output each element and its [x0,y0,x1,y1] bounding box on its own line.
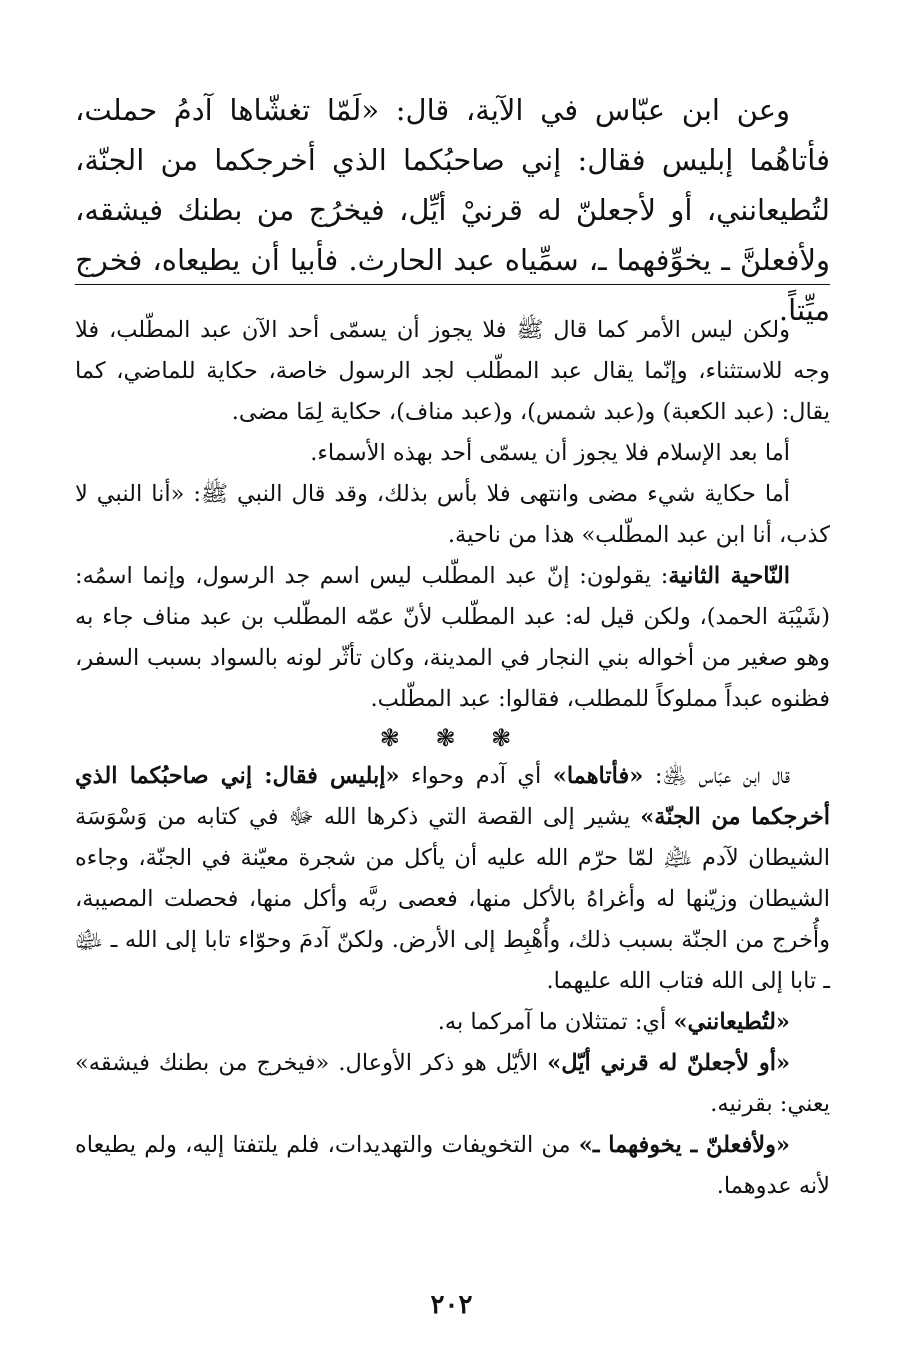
paragraph-8-text: من التخويفات والتهديدات، فلم يلتفتا إليه، ولم يطيعاه لأنه عدوهما. [75,1132,830,1199]
hadith-quote-text: وعن ابن عبّاس في الآية، قال: «لَمّا تغشّاها آدمُ حملت، فأتاهُما إبليس فقال: إني صاحبُكما الذي أخرجكما من الجنّة، لتُطيعانني، أو لأجعلنّ له قرنيْ أيِّل، فيخرُج من بطنك فيشقه، ولأفعلنَّ ـ يخوِّفهما ـ، سمِّياه عبد الحارث. فأبيا أن يطيعاه، فخرج ميِّتاً. [75,93,830,327]
paragraph-4-heading: النّاحية الثانية [668,563,790,589]
paragraph-6 [75,1002,830,1043]
paragraph-4-text: : يقولون: إنّ عبد المطّلب ليس اسم جد الرسول، وإنما اسمُه: (شَيْبَة الحمد)، ولكن قيل له: عبد المطّلب لأنّ عمّه المطّلب بن عبد مناف جاء به وهو صغير من أخواله بني النجار في المدينة، وكان تأثّر لونه بالسواد بسبب السفر، فظنوه عبداً مملوكاً للمطلب، فقالوا: عبد المطّلب. [75,563,830,712]
paragraph-5-intro: قال ابن عبّاس ﵁: [643,763,790,789]
paragraph-4 [75,556,830,720]
paragraph-8-quote: «ولأفعلنّ ـ يخوفهما ـ» [578,1132,790,1158]
paragraph-5-quote-1: «فأتاهما» [552,763,644,789]
paragraph-1: ولكن ليس الأمر كما قال ﷺ فلا يجوز أن يسمّى أحد الآن عبد المطّلب، فلا وجه للاستثناء، وإنّما يقال عبد المطّلب لجد الرسول خاصة، حكاية للماضي، كما يقال: (عبد الكعبة) و(عبد شمس)، و(عبد مناف)، حكاية لِمَا مضى. [75,317,830,425]
commentary-body [75,310,830,1207]
paragraph-5-gloss: أي آدم وحواء [399,763,553,789]
ornament-separator: ❃ ❃ ❃ [379,724,526,752]
paragraph-8 [75,1125,830,1207]
paragraph-7-text: الأيّل هو ذكر الأوعال. «فيخرج من بطنك فيشقه» يعني: بقرنيه. [75,1050,830,1117]
paragraph-5 [75,756,830,1002]
paragraph-2: أما بعد الإسلام فلا يجوز أن يسمّى أحد بهذه الأسماء. [310,440,790,466]
section-divider-line [75,284,830,285]
paragraph-7 [75,1043,830,1125]
paragraph-5-quote-2: «إبليس فقال: إني صاحبُكما الذي أخرجكما من الجنّة» [75,763,830,830]
page-number: ٢٠٢ [430,1290,473,1320]
paragraph-7-quote: «أو لأجعلنّ له قرني أيّل» [547,1050,791,1076]
paragraph-3: أما حكاية شيء مضى وانتهى فلا بأس بذلك، وقد قال النبي ﷺ: «أنا النبي لا كذب، أنا ابن عبد المطّلب» هذا من ناحية. [75,481,830,548]
hadith-quote-block [75,85,830,335]
paragraph-6-text: أي: تمتثلان ما آمركما به. [437,1009,674,1035]
paragraph-6-quote: «لتُطيعانني» [673,1009,790,1035]
paragraph-5-text: يشير إلى القصة التي ذكرها الله ﷻ في كتابه من وَسْوَسَة الشيطان لآدم ﵇ لمّا حرّم الله عليه أن يأكل من شجرة معيّنة في الجنّة، وجاءه الشيطان وزيّنها له وأغراهُ بالأكل منها، فعصى ربَّه وأكل منها، فحصلت المصيبة، وأُخرج من الجنّة بسبب ذلك، وأُهْبِط إلى الأرض. ولكنّ آدمَ وحوّاء تابا إلى الله ـ ﵉ ـ تابا إلى الله فتاب الله عليهما. [75,804,830,994]
